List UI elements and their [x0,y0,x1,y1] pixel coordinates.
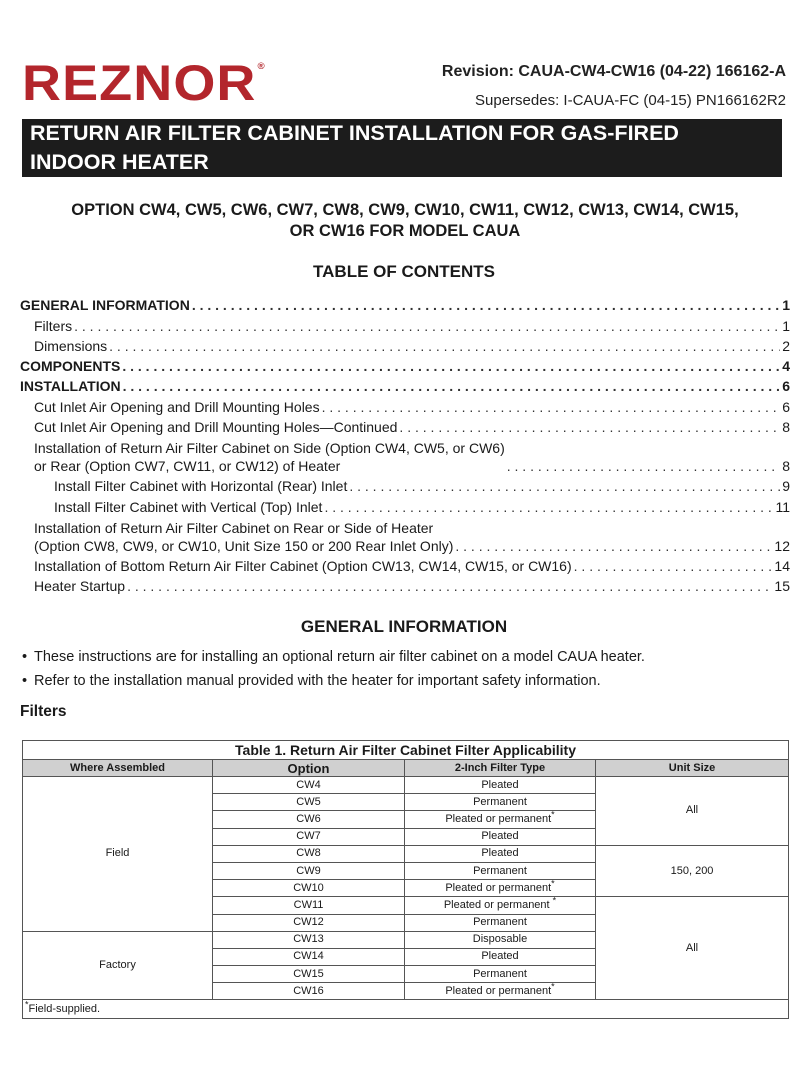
cell-type: Permanent [405,794,596,811]
toc-entry-rear-or-side[interactable]: Installation of Return Air Filter Cabinet on Rear or Side of Heater (Option CW8, CW9, or CW10, Unit Size 150 or 200 Rear Inlet Only) . . . 12 [20,516,790,555]
option-line-1: OPTION CW4, CW5, CW6, CW7, CW8, CW9, CW10, CW11, CW12, CW13, CW14, CW15, [71,201,739,219]
footnote-star: * [551,809,555,820]
cell-type: Permanent [405,862,596,879]
toc-entry-horizontal-inlet[interactable]: Install Filter Cabinet with Horizontal (Rear) Inlet . . . 9 [20,475,790,495]
cell-option: CW15 [213,966,405,983]
toc-entry-filters[interactable]: Filters . . . 1 [20,314,790,334]
cell-option: CW16 [213,983,405,1000]
filters-heading: Filters [20,703,67,720]
toc-entry-vertical-inlet[interactable]: Install Filter Cabinet with Vertical (Top) Inlet . . . 11 [20,495,790,515]
footnote-star: * [551,878,555,889]
toc-entry-dimensions[interactable]: Dimensions . . . 2 [20,335,790,355]
general-information-heading: GENERAL INFORMATION [300,617,508,636]
footnote-star: * [551,981,555,992]
toc-entry-installation[interactable]: INSTALLATION . . . 6 [20,375,790,395]
cell-type: Permanent [405,966,596,983]
header-filter-type: 2-Inch Filter Type [405,760,596,777]
cell-type: Pleated [405,845,596,862]
toc-entry-components[interactable]: COMPONENTS . . . 4 [20,355,790,375]
toc-entry-cut-inlet-continued[interactable]: Cut Inlet Air Opening and Drill Mounting Holes—Continued . . . 8 [20,416,790,436]
registered-mark: ® [257,61,266,71]
header-unit-size: Unit Size [596,760,789,777]
footnote-star: * [552,895,557,906]
cell-type: Pleated or permanent* [405,880,596,897]
cell-type: Pleated or permanent* [405,811,596,828]
cell-option: CW14 [213,948,405,965]
toc-heading: TABLE OF CONTENTS [313,262,495,281]
cell-type: Disposable [405,931,596,948]
reznor-logo: REZNOR® [22,55,266,111]
cell-option: CW10 [213,880,405,897]
option-line-2: OR CW16 FOR MODEL CAUA [289,222,521,240]
cell-type: Pleated [405,948,596,965]
revision-text: Revision: CAUA-CW4-CW16 (04-22) 166162-A [441,63,786,80]
table-footnote-row [23,1000,789,1019]
general-bullets [22,648,792,696]
cell-type: Pleated [405,777,596,794]
toc-entry-general-information[interactable]: GENERAL INFORMATION . . . 1 [20,294,790,314]
cell-type: Permanent [405,914,596,931]
cell-option: CW11 [213,897,405,914]
header-where-assembled: Where Assembled [23,760,213,777]
cell-unit-size: 150, 200 [596,845,789,897]
title-line-1: RETURN AIR FILTER CABINET INSTALLATION FOR GAS-FIRED [30,121,679,145]
cell-unit-size: All [596,777,789,846]
header-option: Option [213,760,405,777]
document-title [22,119,782,177]
toc-entry-side-or-rear[interactable]: Installation of Return Air Filter Cabinet on Side (Option CW4, CW5, or CW6) or Rear (Option CW7, CW11, or CW12) of Heater . . . 8 [20,436,790,475]
cell-option: CW13 [213,931,405,948]
title-line-2: INDOOR HEATER [30,150,209,174]
cell-field: Field [23,777,213,932]
supersedes-text: Supersedes: I-CAUA-FC (04-15) PN166162R2 [475,92,786,109]
cell-option: CW5 [213,794,405,811]
cell-option: CW12 [213,914,405,931]
cell-type: Pleated [405,828,596,845]
table-footnote: *Field-supplied. [23,1000,789,1019]
bullet-item: • Refer to the installation manual provided with the heater for important safety information. [22,673,601,689]
cell-type: Pleated or permanent* [405,983,596,1000]
option-subtitle [22,200,788,242]
table-of-contents [20,294,790,595]
cell-type: Pleated or permanent * [405,897,596,914]
table-caption: Table 1. Return Air Filter Cabinet Filter Applicability [23,741,789,760]
filter-applicability-table [22,740,788,1019]
toc-entry-cut-inlet[interactable]: Cut Inlet Air Opening and Drill Mounting Holes . . . 6 [20,395,790,415]
table-row [23,777,789,794]
toc-entry-bottom-cabinet[interactable]: Installation of Bottom Return Air Filter Cabinet (Option CW13, CW14, CW15, or CW16) . . . 14 [20,555,790,575]
bullet-item: • These instructions are for installing an optional return air filter cabinet on a model CAUA heater. [22,649,645,665]
cell-option: CW9 [213,862,405,879]
cell-unit-size: All [596,897,789,1000]
cell-option: CW8 [213,845,405,862]
cell-factory: Factory [23,931,213,1000]
cell-option: CW4 [213,777,405,794]
cell-option: CW6 [213,811,405,828]
cell-option: CW7 [213,828,405,845]
toc-entry-heater-startup[interactable]: Heater Startup . . . 15 [20,575,790,595]
